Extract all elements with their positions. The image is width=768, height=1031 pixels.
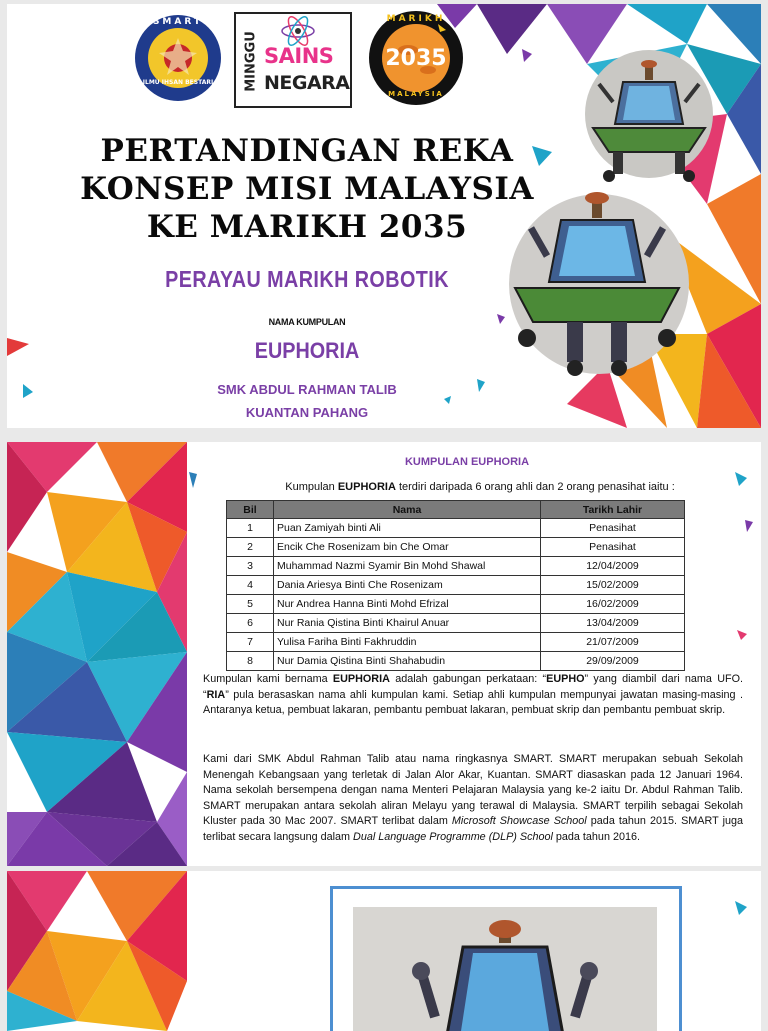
col-header-bil: Bil [227,501,274,519]
para1-text-g: ” pula berasaskan nama ahli kumpulan kami. Setiap ahli kumpulan mempunyai jawatan masing-masing . Antaranya ketua, pembuat lakaran, pembantu pembuat lakaran, pembuat skrip dan pembantu pembuat skrip. [203,688,743,717]
members-heading: KUMPULAN EUPHORIA [404,456,530,468]
atom-icon [278,16,318,46]
table-row [227,538,685,557]
col-header-nama: Nama [274,501,541,519]
table-row [227,595,685,614]
marikh-year: 2035 [385,46,447,71]
sains-text: SAINS [264,44,334,68]
cell-nama: Dania Ariesya Binti Che Rosenizam [274,576,541,595]
cell-nama: Nur Rania Qistina Binti Khairul Anuar [274,614,541,633]
intro-text-1: Kumpulan [285,481,338,493]
para1-bold-ria: RIA [206,688,226,701]
robot-drawing-frame [330,886,682,1031]
para2-italic-dlp: Dual Language Programme (DLP) School [353,830,553,843]
cell-bil: 7 [227,633,274,652]
cell-tarikh: 16/02/2009 [541,595,685,614]
table-header-row [227,501,685,519]
cell-tarikh: Penasihat [541,538,685,557]
cell-bil: 3 [227,557,274,576]
smart-motto: ILMU IHSAN BESTARI [142,79,214,86]
table-row [227,576,685,595]
school-location: KUANTAN PAHANG [245,405,369,420]
cell-bil: 4 [227,576,274,595]
cell-tarikh: Penasihat [541,519,685,538]
cell-bil: 2 [227,538,274,557]
para1-text-e: ” yang diambil dari nama UFO. “ [203,673,744,701]
group-name: EUPHORIA [254,338,360,363]
cell-nama: Nur Andrea Hanna Binti Mohd Efrizal [274,595,541,614]
cell-nama: Puan Zamiyah binti Ali [274,519,541,538]
robot-drawing-image [353,907,657,1031]
para2-text-c: pada tahun 2015. SMART juga terlibat secara langsung dalam [203,815,743,843]
negara-text: NEGARA [264,72,350,94]
cell-nama: Encik Che Rosenizam bin Che Omar [274,538,541,557]
cover-slide [7,4,761,428]
smart-arc-text: SMART [152,17,204,27]
robot-drawing-photo [353,907,657,1031]
members-table [226,500,685,671]
marikh-arc-text: MARIKH [386,14,446,24]
cell-bil: 8 [227,652,274,671]
cover-title-line-1: PERTANDINGAN REKA [100,133,514,169]
intro-text-2: terdiri daripada 6 orang ahli dan 2 orang penasihat iaitu : [395,481,675,493]
school-description-paragraph [203,752,743,846]
cell-tarikh: 15/02/2009 [541,576,685,595]
para2-italic-microsoft: Microsoft Showcase School [451,815,587,828]
marikh-2035-logo [368,10,464,106]
minggu-sains-negara-logo [234,12,352,108]
cell-nama: Yulisa Fariha Binti Fakhruddin [274,633,541,652]
cell-tarikh: 21/07/2009 [541,633,685,652]
cell-tarikh: 12/04/2009 [541,557,685,576]
cell-tarikh: 13/04/2009 [541,614,685,633]
school-name: SMK ABDUL RAHMAN TALIB [217,382,397,397]
marikh-bottom-text: MALAYSIA [388,90,444,98]
drawing-slide [7,871,761,1031]
col-header-tarikh: Tarikh Lahir [541,501,685,519]
para2-text-e: pada tahun 2016. [552,830,640,843]
cover-subtitle: PERAYAU MARIKH ROBOTIK [165,266,449,292]
cell-tarikh: 29/09/2009 [541,652,685,671]
table-row [227,614,685,633]
cover-title [47,132,567,246]
para1-text-c: adalah gabungan perkataan: “ [389,673,547,685]
para1-text-a: Kumpulan kami bernama [203,673,333,685]
table-row [227,633,685,652]
para1-bold-eupho: EUPHO [546,673,585,685]
group-label: NAMA KUMPULAN [268,317,346,327]
members-intro [203,481,757,493]
cell-bil: 5 [227,595,274,614]
cell-nama: Muhammad Nazmi Syamir Bin Mohd Shawal [274,557,541,576]
table-row [227,519,685,538]
intro-group-name: EUPHORIA [337,481,396,493]
para2-text-a: Kami dari SMK Abdul Rahman Talib atau nama ringkasnya SMART. SMART merupakan sebuah Sekolah Menengah Kebangsaan yang terletak di Jalan Alor Akar, Kuantan. SMART diasaskan pada 12 Januari 1964. Nama sekolah bersempena dengan nama Menteri Pelajaran Malaysia yang ke-2 iaitu Dr. Abdul Rahman Talib. SMART merupakan antara sekolah aliran Melayu yang terawal di Malaysia. SMART terpilih sebagai Sekolah Kluster pada 30 Mac 2007. SMART terlibat dalam [203,753,743,828]
table-row [227,652,685,671]
cell-bil: 1 [227,519,274,538]
members-slide [7,442,761,866]
para1-bold-euphoria: EUPHORIA [332,673,390,685]
minggu-text: MINGGU [243,31,259,92]
smart-school-logo [133,13,223,103]
table-row [227,557,685,576]
cover-title-line-2: KONSEP MISI MALAYSIA [80,171,534,207]
cell-bil: 6 [227,614,274,633]
group-description-paragraph [203,672,743,719]
cover-title-line-3: KE MARIKH 2035 [146,209,468,245]
cell-nama: Nur Damia Qistina Binti Shahabudin [274,652,541,671]
